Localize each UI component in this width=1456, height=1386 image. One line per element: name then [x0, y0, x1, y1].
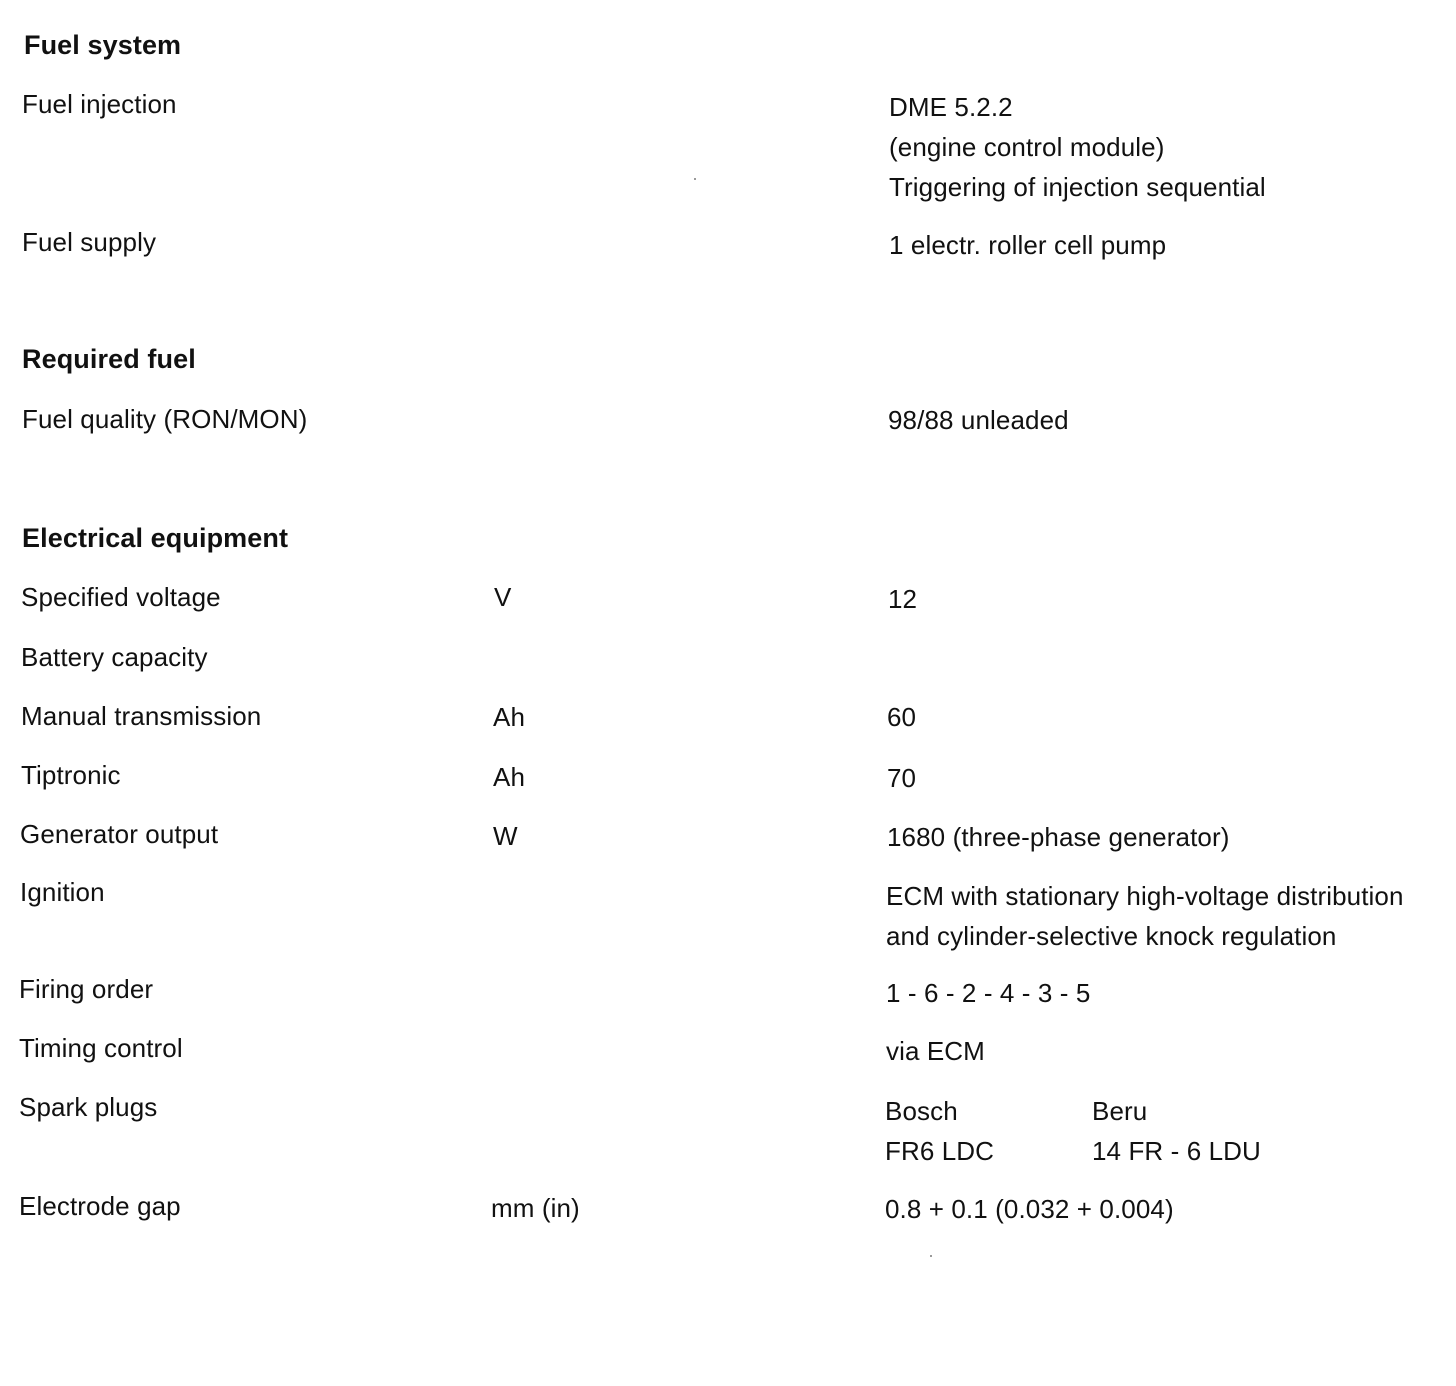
spark-plugs-beru-part: 14 FR - 6 LDU [1092, 1136, 1261, 1166]
specified-voltage-value: 12 [888, 584, 918, 614]
required-fuel-heading: Required fuel [22, 344, 196, 374]
manual-transmission-label: Manual transmission [21, 701, 262, 731]
spark-plugs-bosch [885, 1091, 994, 1171]
firing-order-value: 1 - 6 - 2 - 4 - 3 - 5 [886, 978, 1091, 1008]
spark-plugs-bosch-name: Bosch [885, 1096, 958, 1126]
generator-output-value: 1680 (three-phase generator) [887, 822, 1230, 852]
fuel-quality-label: Fuel quality (RON/MON) [22, 404, 308, 434]
timing-control-label: Timing control [19, 1033, 183, 1063]
tiptronic-label: Tiptronic [21, 760, 121, 790]
fuel-injection-value-line1: DME 5.2.2 [889, 92, 1013, 122]
spark-plugs-beru [1092, 1091, 1261, 1171]
battery-capacity-label: Battery capacity [21, 642, 208, 672]
fuel-supply-value: 1 electr. roller cell pump [889, 230, 1167, 260]
electrical-equipment-heading: Electrical equipment [22, 523, 289, 553]
electrode-gap-unit: mm (in) [491, 1193, 580, 1223]
tiptronic-value: 70 [887, 763, 917, 793]
fuel-supply-label: Fuel supply [22, 227, 157, 257]
tiptronic-unit: Ah [493, 762, 526, 792]
scan-speck [694, 178, 696, 180]
specified-voltage-unit: V [494, 582, 512, 612]
timing-control-value: via ECM [886, 1036, 985, 1066]
fuel-quality-value: 98/88 unleaded [888, 405, 1069, 435]
spark-plugs-label: Spark plugs [19, 1092, 158, 1122]
ignition-label: Ignition [20, 877, 105, 907]
fuel-injection-value-line3: Triggering of injection sequential [889, 172, 1266, 202]
specified-voltage-label: Specified voltage [21, 582, 221, 612]
manual-transmission-unit: Ah [493, 702, 526, 732]
generator-output-unit: W [493, 821, 518, 851]
fuel-injection-value-line2: (engine control module) [889, 132, 1165, 162]
electrode-gap-value: 0.8 + 0.1 (0.032 + 0.004) [885, 1194, 1174, 1224]
firing-order-label: Firing order [19, 974, 154, 1004]
ignition-value-line2: and cylinder-selective knock regulation [886, 921, 1337, 951]
generator-output-label: Generator output [20, 819, 219, 849]
manual-transmission-value: 60 [887, 702, 917, 732]
electrode-gap-label: Electrode gap [19, 1191, 181, 1221]
spark-plugs-beru-name: Beru [1092, 1096, 1148, 1126]
ignition-value-line1: ECM with stationary high-voltage distribution [886, 881, 1404, 911]
fuel-system-heading: Fuel system [24, 30, 182, 60]
fuel-injection-label: Fuel injection [22, 89, 177, 119]
fuel-injection-value [889, 87, 1266, 207]
ignition-value [886, 876, 1404, 956]
spark-plugs-bosch-part: FR6 LDC [885, 1136, 995, 1166]
scan-speck [930, 1255, 932, 1257]
